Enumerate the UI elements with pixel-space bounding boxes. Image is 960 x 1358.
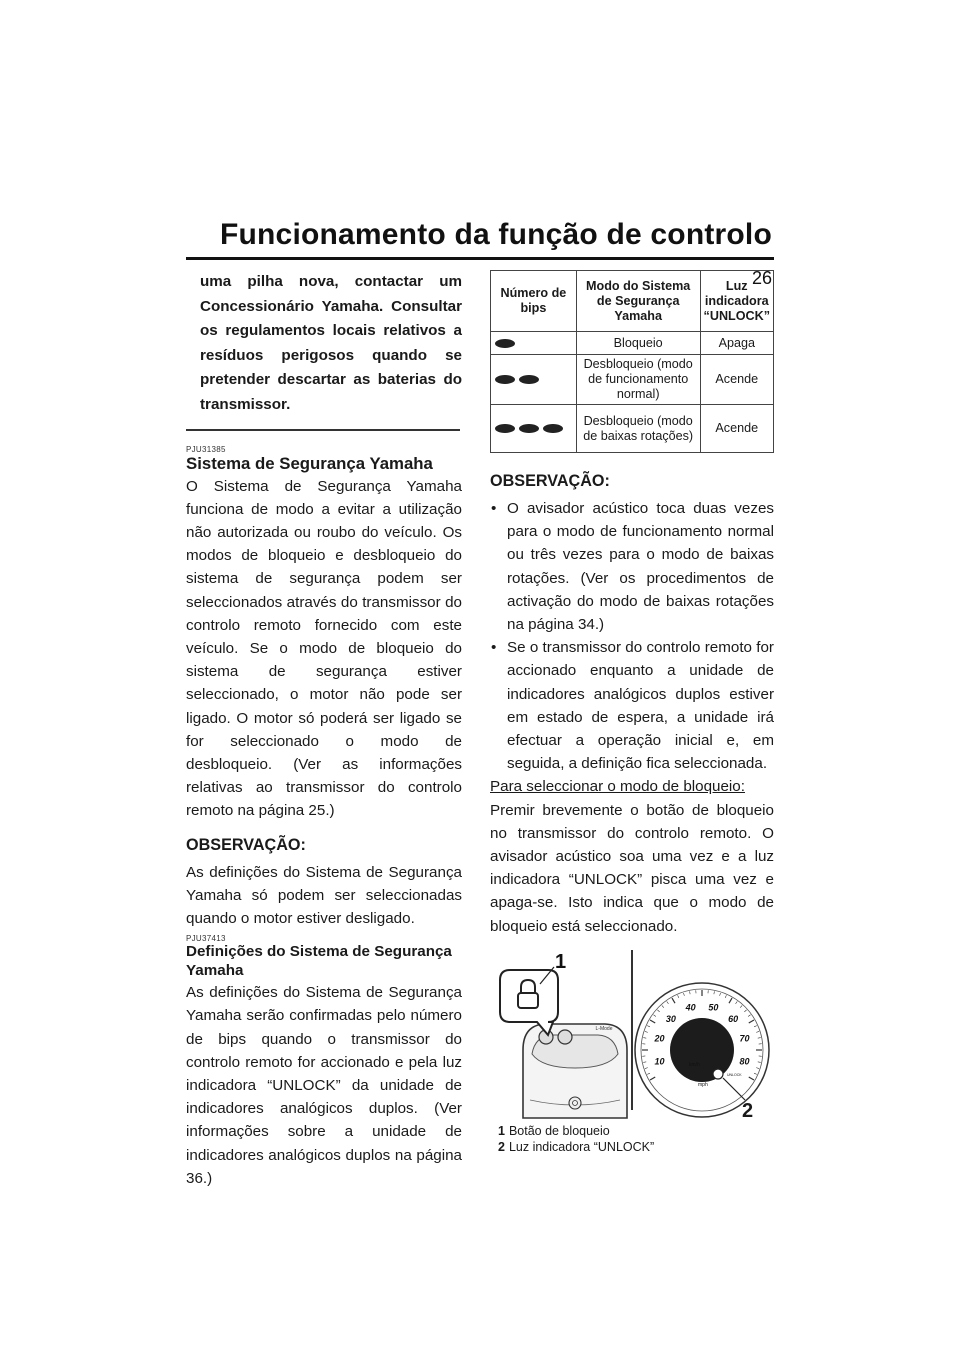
caption-text: Luz indicadora “UNLOCK” <box>508 1139 655 1154</box>
note-paragraph: As definições do Sistema de Segurança Yamaha só podem ser seleccionadas quando o motor estiver desligado. <box>186 863 462 927</box>
beep-count-cell <box>491 405 577 453</box>
note-heading: OBSERVAÇÃO: <box>186 835 306 854</box>
beep-icon <box>495 424 515 433</box>
caption-item <box>498 1140 654 1155</box>
caption-item <box>498 1124 610 1139</box>
warning-continuation: uma pilha nova, contactar um Concessionário Yamaha. Consultar os regulamentos locais relativos a resíduos perigosos quando se pretender descartar as baterias do transmissor. <box>200 273 462 413</box>
gauge-tick-label: 60 <box>728 1013 739 1024</box>
beep-icon <box>519 424 539 433</box>
gauge-tick-label: 80 <box>739 1056 750 1067</box>
security-system-paragraph: O Sistema de Segurança Yamaha funciona de modo a evitar a utilização não autorizada ou roubo do veículo. Os modos de bloqueio e desbloqueio do sistema de segurança podem ser seleccionados através do transmissor do controlo remoto fornecido com este veículo. Se o modo de bloqueio do sistema de segurança estiver seleccionado, o motor não pode ser ligado. O motor só poderá ser ligado se for seleccionado o modo de desbloqueio. (Ver as informações relativas ao transmissor do controlo remoto na página 25.) <box>186 477 462 820</box>
caption-number: 1 <box>498 1123 505 1138</box>
callout-number: 1 <box>555 950 567 973</box>
gauge-tick-label: 40 <box>685 1002 696 1013</box>
unlock-indicator-label: UNLOCK <box>727 1072 742 1077</box>
header-cell-mode: Modo do Sistema de Segurança Yamaha <box>576 271 700 332</box>
header-cell-beeps: Número de bips <box>491 271 577 332</box>
note-heading: OBSERVAÇÃO: <box>490 472 610 490</box>
unit-mph-label: mph <box>698 1081 708 1088</box>
mode-cell: Bloqueio <box>576 332 700 355</box>
remote-transmitter-illustration <box>523 1024 627 1118</box>
page-title: Funcionamento da função de controlo <box>219 218 772 251</box>
gauge-tick-label: 70 <box>739 1033 750 1044</box>
section-code: PJU37413 <box>186 934 226 944</box>
gauge-tick-label: 30 <box>665 1013 676 1024</box>
section-title-security-system: Sistema de Segurança Yamaha <box>186 453 433 473</box>
caption-text: Botão de bloqueio <box>508 1123 610 1138</box>
table-row <box>491 355 774 405</box>
unlock-indicator-light-icon <box>713 1069 723 1079</box>
settings-paragraph: As definições do Sistema de Segurança Yamaha serão confirmadas pelo número de bips quando o transmissor do controlo remoto for accionado e pela luz indicadora “UNLOCK” da unidade de indicadores analógicos duplos. (Ver informações sobre a unidade de indicadores analógicos duplos na página 36.) <box>186 984 462 1187</box>
lock-mode-heading: Para seleccionar o modo de bloqueio: <box>490 778 745 796</box>
lock-mode-paragraph: Premir brevemente o botão de bloqueio no transmissor do controlo remoto. O avisador acústico soa uma vez e a luz indicadora “UNLOCK” pisca uma vez e apaga-se. Isto indica que o modo de bloqueio está seleccionado. <box>490 801 774 935</box>
note-bullet-list <box>490 497 774 775</box>
beep-table <box>490 270 774 453</box>
figure-remote-and-gauge <box>490 950 774 1160</box>
gauge-center <box>670 1018 734 1082</box>
table-row <box>491 405 774 453</box>
beep-count-cell <box>491 332 577 355</box>
beep-count-cell <box>491 355 577 405</box>
page-number: 26 <box>751 268 772 288</box>
mode-cell: Desbloqueio (modo de baixas rotações) <box>576 405 700 453</box>
section-code: PJU31385 <box>186 444 226 454</box>
unlock-button-icon <box>558 1030 572 1044</box>
gauge-tick-label: 10 <box>654 1056 665 1067</box>
table-header-row <box>491 271 774 332</box>
warning-end-rule <box>186 429 460 431</box>
table-row <box>491 332 774 355</box>
speedometer-gauge-illustration <box>635 983 769 1117</box>
light-cell: Apaga <box>700 332 773 355</box>
callout-number: 2 <box>742 1099 754 1122</box>
beep-icon <box>543 424 563 433</box>
header-cell-light: Luz indicadora “UNLOCK” <box>700 271 773 332</box>
header-rule <box>186 257 774 260</box>
beep-icon <box>495 339 515 348</box>
figure-divider <box>631 950 633 1110</box>
light-cell: Acende <box>700 405 773 453</box>
left-column <box>186 270 462 1190</box>
list-item: • O avisador acústico toca duas vezes para o modo de funcionamento normal ou três vezes para o modo de baixas rotações. (Ver os procedimentos de activação do modo de baixas rotações na página 34.) <box>490 497 774 636</box>
light-cell: Acende <box>700 355 773 405</box>
gauge-tick-label: 50 <box>708 1002 719 1013</box>
section-title-settings: Definições do Sistema de Segurança Yamaha <box>186 943 452 979</box>
caption-number: 2 <box>498 1139 505 1154</box>
right-column <box>490 270 774 1160</box>
remote-brand-label: L-Mode <box>595 1025 613 1032</box>
gauge-tick-label: 20 <box>654 1033 665 1044</box>
unit-kmh-label: km/h <box>689 1061 700 1068</box>
beep-icon <box>519 375 539 384</box>
mode-cell: Desbloqueio (modo de funcionamento normal) <box>576 355 700 405</box>
beep-icon <box>495 375 515 384</box>
list-item: • Se o transmissor do controlo remoto for accionado enquanto a unidade de indicadores analógicos duplos estiver em estado de espera, a unidade irá efectuar a operação inicial e, em seguida, a definição fica seleccionada. <box>490 636 774 775</box>
